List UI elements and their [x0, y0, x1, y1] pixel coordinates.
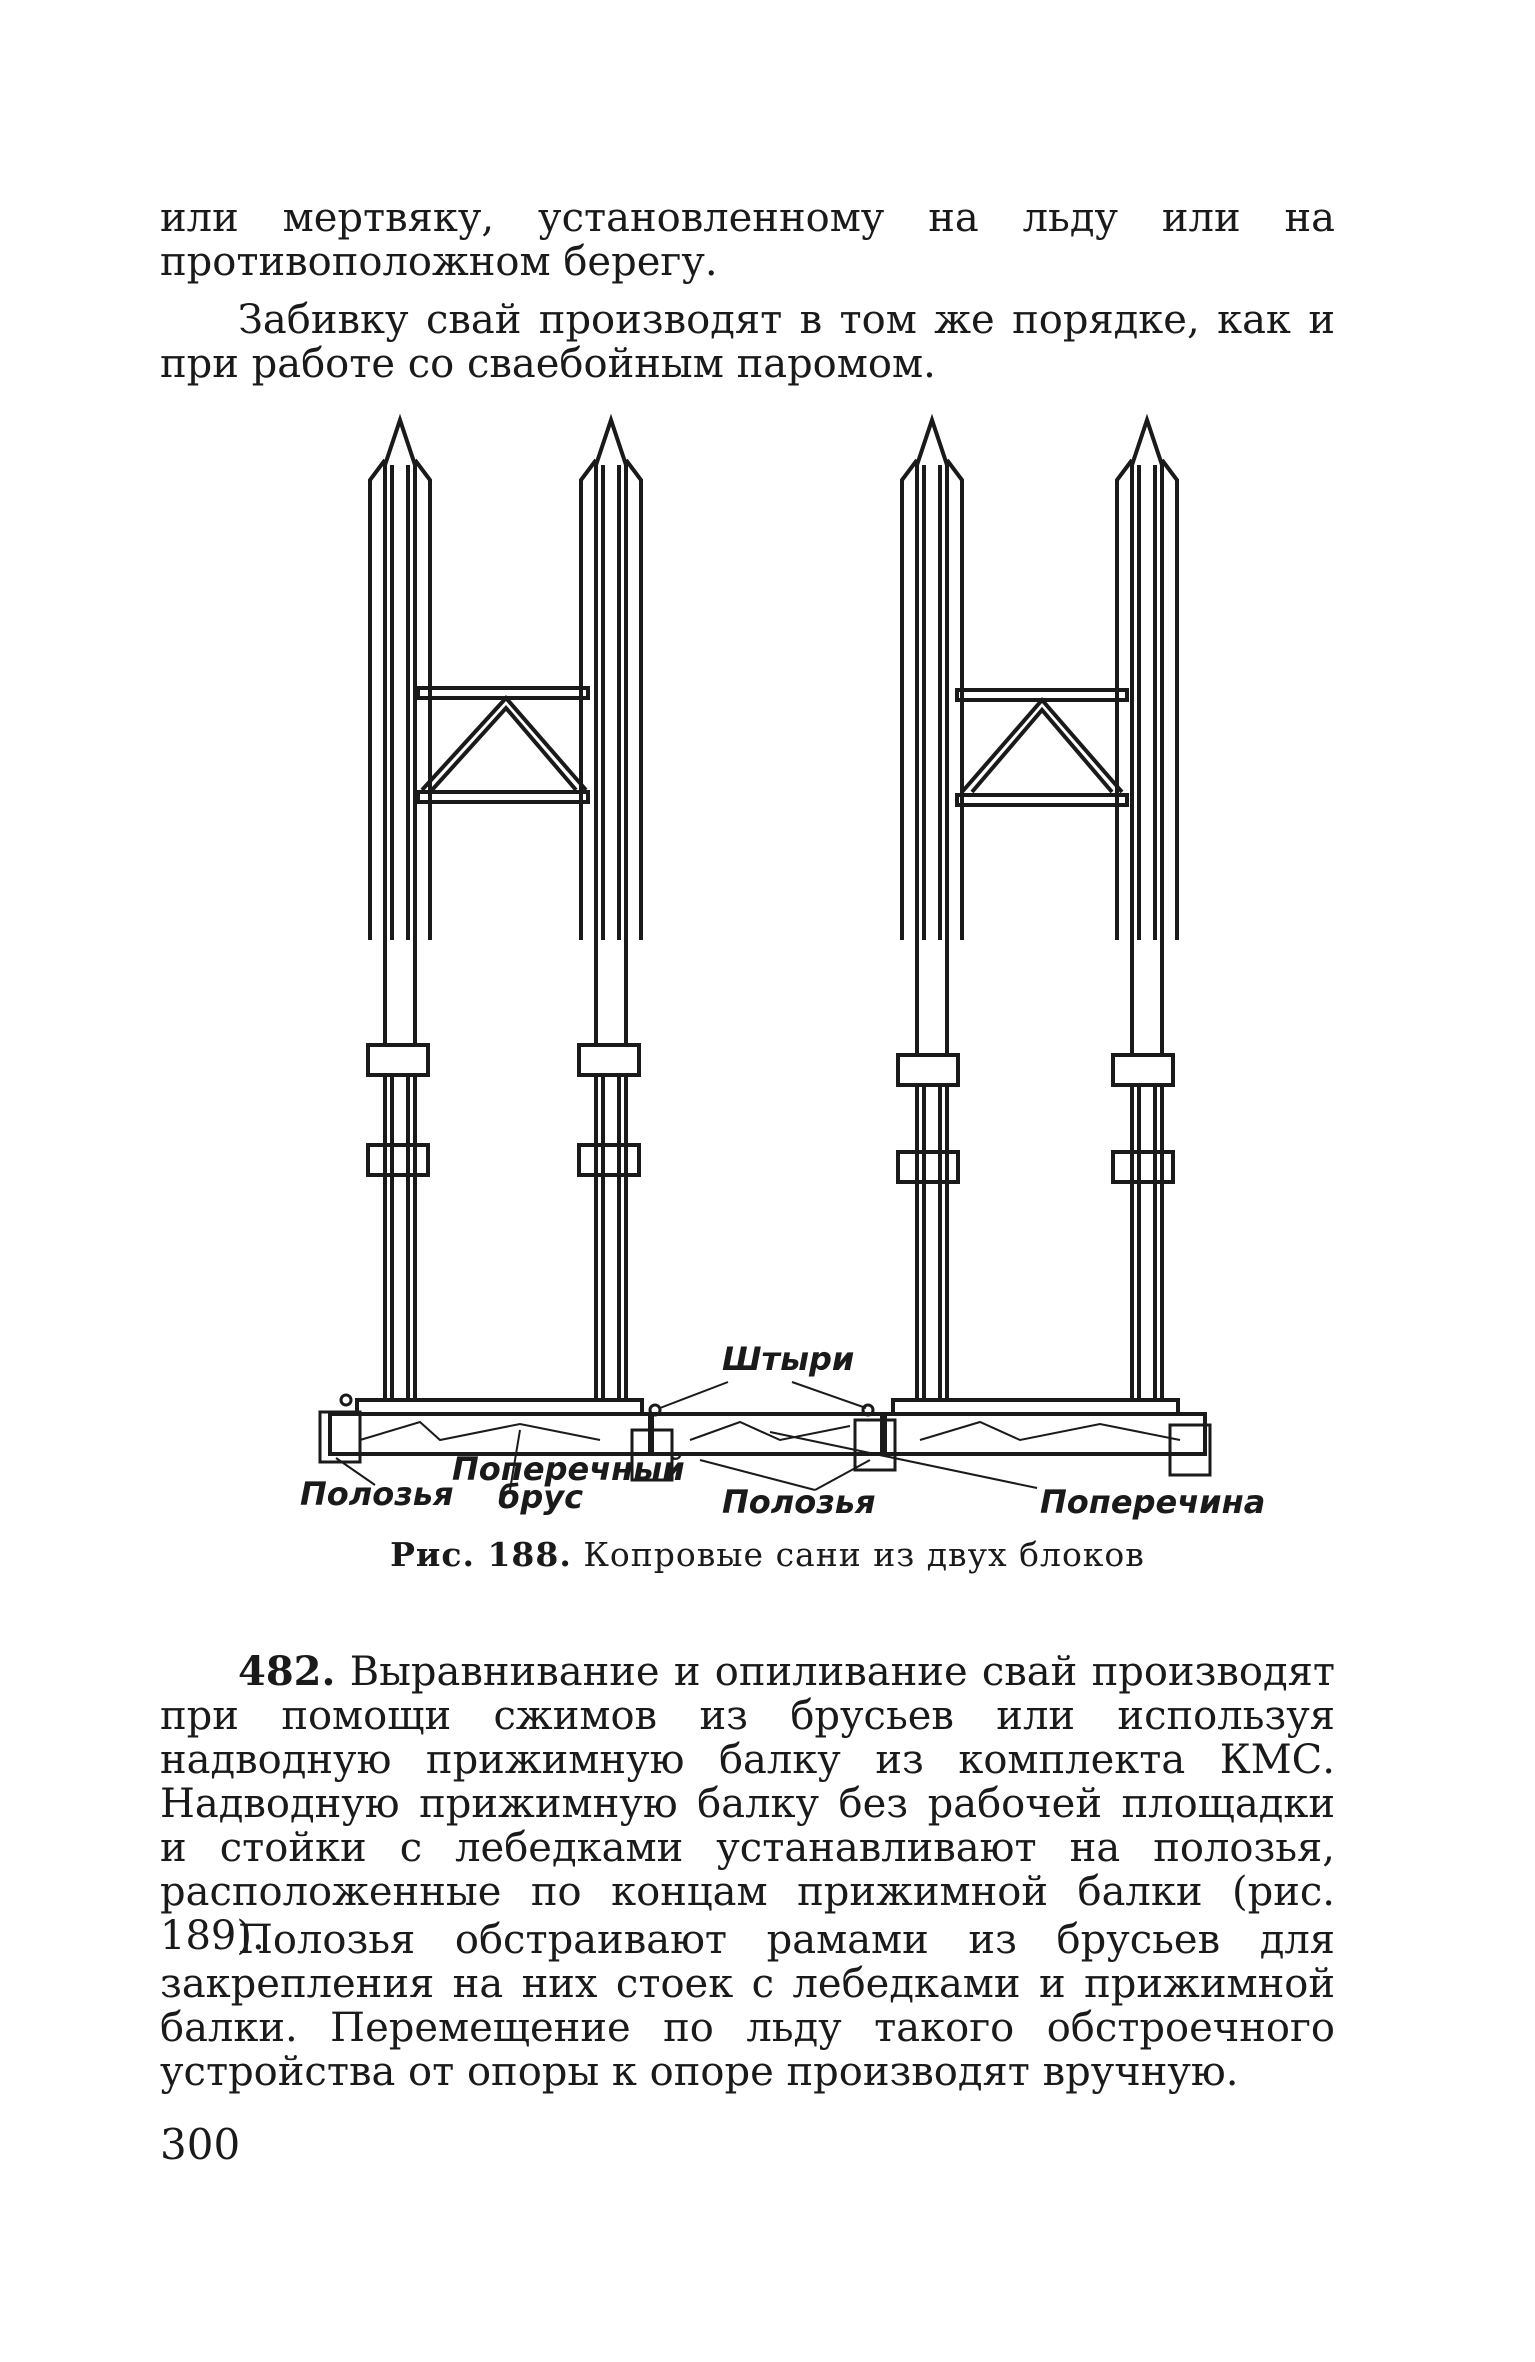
left-crossframe — [418, 688, 588, 802]
label-poperechny-brus-line2: брус — [498, 1478, 584, 1516]
paragraph-continuation: или мертвяку, установленному на льду или на противоположном берегу. — [160, 195, 1335, 285]
label-poperechny-brus-line1: Поперечный — [452, 1450, 685, 1488]
label-poperechina: Поперечина — [1040, 1483, 1266, 1521]
figure-caption — [0, 1535, 1535, 1574]
page-number: 300 — [160, 2120, 241, 2169]
paragraph-runners: Полозья обстраивают рамами из брусьев для закрепления на них стоек с лебедками и прижимной балки. Перемещение по льду такого обстроечного устройства от опоры к опоре производят вручную. — [160, 1917, 1335, 2095]
right-tower-2 — [1113, 420, 1177, 1400]
caption-number: Рис. 188. — [390, 1535, 572, 1574]
section-number: 482. — [238, 1648, 336, 1695]
right-tower-1 — [898, 420, 962, 1400]
paragraph-482 — [160, 1650, 1335, 1958]
left-tower-2 — [579, 420, 641, 1400]
label-polozya-left: Полозья — [300, 1475, 454, 1513]
right-crossframe — [957, 690, 1127, 805]
paragraph-pile-driving: Забивку свай производят в том же порядке, как и при работе со сваебойным паромом. — [160, 297, 1335, 387]
caption-text: Копровые сани из двух блоков — [571, 1535, 1145, 1574]
label-shtyri: Штыри — [722, 1340, 855, 1378]
paragraph-482-text: Выравнивание и опиливание свай производят при помощи сжимов из брусьев или используя надводную прижимную балку из комплекта КМС. Надводную прижимную балку без рабочей площадки и стойки с лебедками устанавливают на полозья, расположенные по концам прижимной балки (рис. 189). — [160, 1649, 1335, 1959]
figure-pile-driver-sled — [0, 400, 1535, 1550]
base-beams — [330, 1400, 1205, 1454]
label-polozya-center: Полозья — [722, 1483, 876, 1521]
left-tower-1 — [368, 420, 430, 1400]
